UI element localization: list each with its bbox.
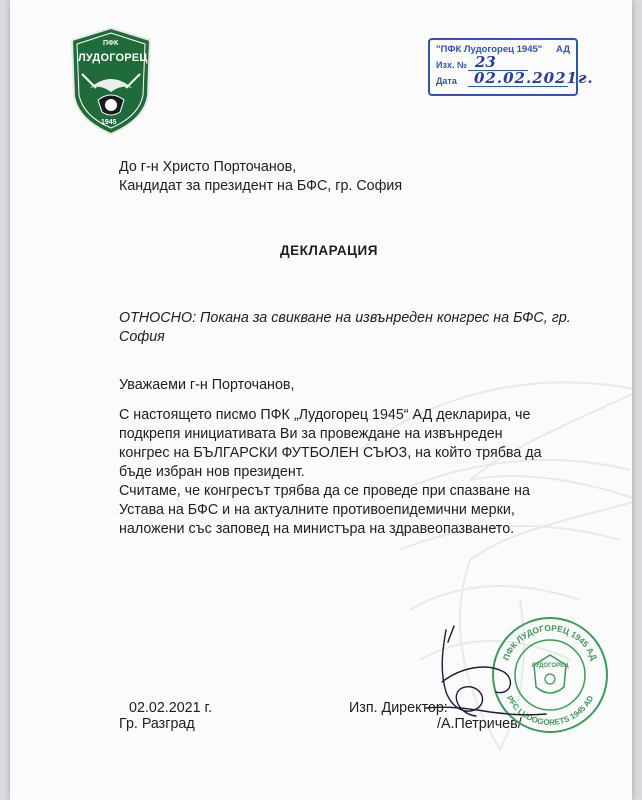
logo-name: ЛУДОГОРЕЦ — [78, 52, 148, 64]
logo-top-text: ПФК — [103, 40, 119, 47]
director-name: /А.Петричев/ — [437, 716, 522, 732]
subject-line-2: София — [119, 329, 165, 345]
club-logo — [68, 26, 154, 136]
document-title: ДЕКЛАРАЦИЯ — [280, 243, 378, 258]
body-line: подкрепя инициативата Ви за провеждане на извънреден — [119, 426, 503, 442]
stamp-out-label: Изх. № — [436, 60, 467, 70]
body-line: наложени със заповед на министъра на здравеопазването. — [119, 521, 515, 537]
body-line: Устава на БФС и на актуалните противоепидемични мерки, — [119, 502, 515, 518]
stamp-suffix: АД — [556, 44, 570, 55]
signature-icon — [406, 612, 556, 732]
registration-stamp — [428, 38, 594, 96]
stamp-out-number: 23 — [475, 53, 496, 71]
logo-year: 1945 — [101, 119, 117, 126]
body-line: конгрес на БЪЛГАРСКИ ФУТБОЛЕН СЪЮЗ, на който трябва да — [119, 445, 542, 461]
stamp-date-label: Дата — [436, 76, 457, 86]
stamp-org: "ПФК Лудогорец 1945" — [436, 44, 543, 55]
body-line: бъде избран нов президент. — [119, 464, 305, 480]
stamp-date-value: 02.02.2021г. — [474, 69, 594, 87]
subject-line-1: ОТНОСНО: Покана за свикване на извънреден конгрес на БФС, гр. — [119, 310, 571, 326]
body-line: Считаме, че конгресът трябва да се проведе при спазване на — [119, 483, 530, 499]
director-label: Изп. Директор: — [349, 700, 448, 716]
greeting: Уважаеми г-н Порточанов, — [119, 377, 295, 393]
stamp-outer-bottom: PFC LUDOGORETS 1945 AD — [504, 694, 596, 728]
stamp-inner-text: ЛУДОГОРЕЦ — [531, 663, 569, 669]
footer-place: Гр. Разград — [119, 716, 195, 732]
footer-date: 02.02.2021 г. — [129, 700, 212, 716]
body-line: С настоящето писмо ПФК „Лудогорец 1945“ АД декларира, че — [119, 407, 531, 423]
recipient-line-2: Кандидат за президент на БФС, гр. София — [119, 178, 403, 194]
document-page — [10, 0, 632, 800]
stamp-outer-top: ПФК ЛУДОГОРЕЦ 1945 АД — [500, 622, 600, 662]
recipient-line-1: До г-н Христо Порточанов, — [119, 159, 297, 175]
